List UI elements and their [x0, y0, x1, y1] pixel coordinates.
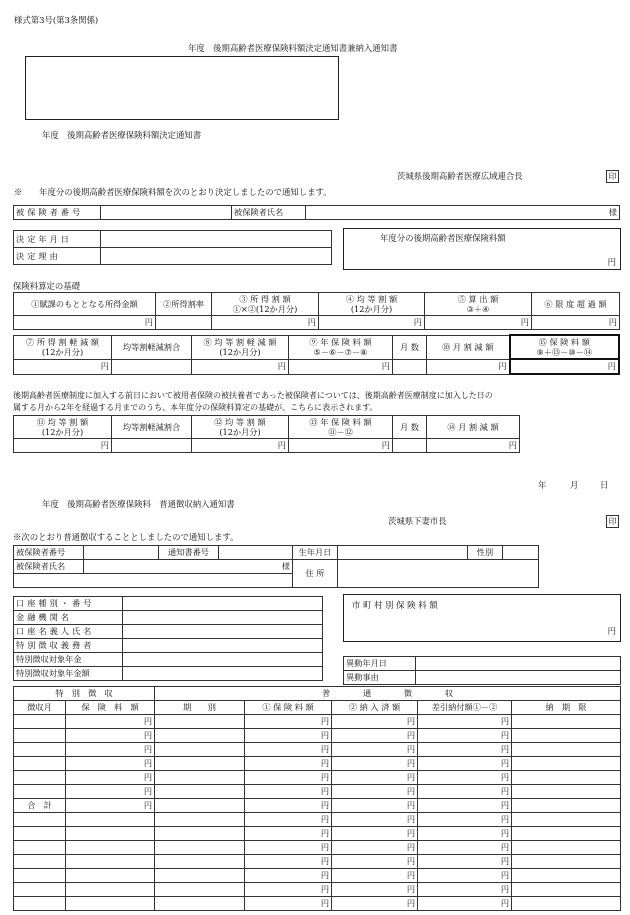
- yen-cell: 円: [332, 729, 418, 743]
- collect-month-cell: [14, 729, 66, 743]
- yen-cell: 円: [66, 785, 155, 799]
- h-premium-amount: ⑮ 保 険 料 額 ⑨＋⑬－⑩－⑭: [510, 335, 620, 359]
- birth-value: [338, 546, 468, 560]
- h-calc-amount: ⑤ 算 出 額 ③＋④: [425, 293, 532, 316]
- collect-month-cell: [14, 715, 66, 729]
- yen-cell: 円: [532, 316, 620, 330]
- yen-cell: 円: [245, 799, 332, 813]
- change-table: [343, 656, 621, 685]
- empty-cell: [14, 574, 293, 588]
- collect-month-cell: [14, 813, 66, 827]
- sama-label: 様: [84, 560, 293, 574]
- empty-cell: [155, 715, 245, 729]
- yen-cell: 円: [332, 743, 418, 757]
- yen-cell: 円: [332, 897, 418, 911]
- empty-cell: [512, 855, 621, 869]
- yen-cell: 円: [332, 813, 418, 827]
- address-value: [338, 560, 539, 588]
- city-amount-title: 市 町 村 別 保 険 料 額: [352, 600, 438, 610]
- address-window: [25, 56, 339, 120]
- h-collect-month: 徴収月: [14, 701, 66, 715]
- empty-cell: [155, 827, 245, 841]
- pay-insured-no-value: [84, 546, 159, 560]
- yen-cell: 円: [245, 743, 332, 757]
- label-change-date: 異動年月日: [344, 657, 416, 671]
- h-dep-reduction-rate: 均等割軽減割合: [112, 416, 192, 439]
- yen-cell: 円: [245, 869, 332, 883]
- yen-cell: 円: [332, 883, 418, 897]
- empty-cell: [512, 715, 621, 729]
- insured-no-value: [101, 206, 232, 220]
- label-address: 住 所: [293, 560, 338, 588]
- label-sex: 性別: [468, 546, 503, 560]
- total-label: 合 計: [14, 799, 66, 813]
- table-row: [14, 743, 621, 757]
- collect-month-cell: [14, 771, 66, 785]
- empty-cell: [156, 316, 212, 330]
- yen-cell: 円: [319, 316, 425, 330]
- yen-cell: 円: [332, 799, 418, 813]
- empty-cell: [66, 883, 155, 897]
- special-collector-value: [123, 639, 323, 653]
- yen-cell: 円: [332, 771, 418, 785]
- sex-value: [503, 546, 539, 560]
- date-year: 年: [538, 480, 547, 490]
- h-flat-levy: ④ 均 等 割 額 (12か月分): [319, 293, 425, 316]
- empty-cell: [66, 855, 155, 869]
- empty-cell: [66, 897, 155, 911]
- yen-cell: 円: [245, 813, 332, 827]
- h-term: 期 別: [155, 701, 245, 715]
- empty-cell: [512, 869, 621, 883]
- table-row: [14, 897, 621, 911]
- h-monthly-reduction: ⑩ 月 割 減 額: [427, 335, 510, 359]
- insured-table: [13, 205, 620, 220]
- empty-cell: [66, 813, 155, 827]
- label-decision-date: 決定年月日: [14, 231, 101, 248]
- empty-cell: [512, 729, 621, 743]
- empty-cell: [393, 439, 427, 453]
- yen-cell: 円: [418, 771, 512, 785]
- yen-cell: 円: [245, 729, 332, 743]
- h-paid: ② 納 入 済 額: [332, 701, 418, 715]
- table-row: [14, 883, 621, 897]
- yen-cell: 円: [66, 715, 155, 729]
- empty-cell: [155, 729, 245, 743]
- table-row: [14, 729, 621, 743]
- h-dep-annual: ⑬ 年 保 険 料 額 ⑪－⑫: [289, 416, 393, 439]
- amount-box-yen: 円: [607, 257, 616, 267]
- empty-cell: [512, 841, 621, 855]
- yen-cell: 円: [245, 757, 332, 771]
- change-reason-value: [416, 671, 621, 685]
- acct-holder-value: [123, 625, 323, 639]
- empty-cell: [155, 771, 245, 785]
- yen-cell: 円: [332, 757, 418, 771]
- empty-cell: [512, 771, 621, 785]
- yen-cell: 円: [427, 359, 510, 374]
- label-decision-reason: 決定理由: [14, 248, 101, 265]
- h-special-collection: 特 別 徴 収: [14, 687, 155, 701]
- yen-cell: 円: [66, 771, 155, 785]
- empty-cell: [512, 785, 621, 799]
- collect-month-cell: [14, 785, 66, 799]
- empty-cell: [155, 869, 245, 883]
- h-income: ①賦課のもととなる所得金額: [14, 293, 156, 316]
- yen-cell: 円: [418, 743, 512, 757]
- collect-month-cell: [14, 869, 66, 883]
- table-row: [14, 855, 621, 869]
- label-notice-no: 通知書番号: [159, 546, 219, 560]
- dependent-note-1: 後期高齢者医療制度に加入する前日において被用者保険の被扶養者であった被保険者については、後期高齢者医療制度に加入した日の: [13, 391, 493, 400]
- empty-cell: [512, 813, 621, 827]
- yen-cell: 円: [66, 757, 155, 771]
- yen-cell: 円: [418, 715, 512, 729]
- bank-value: [123, 611, 323, 625]
- yen-cell: 円: [332, 785, 418, 799]
- city-amount-box: [343, 594, 621, 642]
- yen-cell: 円: [418, 757, 512, 771]
- acct-type-value: [123, 597, 323, 611]
- label-acct-holder: 口座名義人氏名: [14, 625, 123, 639]
- yen-cell: 円: [418, 883, 512, 897]
- collect-month-cell: [14, 743, 66, 757]
- h-flat-reduction: ⑧ 均 等 割 軽 減 額 (12か月分): [192, 335, 289, 359]
- h-flat-reduction-rate: 均等割軽減割合: [112, 335, 192, 359]
- yen-cell: 円: [332, 841, 418, 855]
- empty-cell: [512, 743, 621, 757]
- date-month: 月: [570, 480, 579, 490]
- decision-title: 年度 後期高齢者医療保険料額決定通知書: [42, 130, 202, 140]
- collect-month-cell: [14, 757, 66, 771]
- empty-cell: [155, 897, 245, 911]
- yen-cell: 円: [245, 883, 332, 897]
- label-pension: 特別徴収対象年金: [14, 653, 123, 667]
- decision-date-value: [101, 231, 332, 248]
- yen-cell: 円: [427, 439, 520, 453]
- notice-no-value: [219, 546, 293, 560]
- dependent-note-2: 属する月から2年を経過する月までのうち、本年度分の保険料算定の基礎が、こちらに表示されます。: [13, 403, 378, 412]
- empty-cell: [512, 799, 621, 813]
- form-number: 様式第3号(第3条関係): [14, 15, 99, 25]
- h-dep-flat-levy-2: ⑫ 均 等 割 額 (12か月分): [192, 416, 289, 439]
- dependent-table: [13, 415, 520, 453]
- yen-cell: 円: [418, 785, 512, 799]
- h-due-date: 納 期 限: [512, 701, 621, 715]
- basis-title: 保険料算定の基礎: [13, 281, 80, 291]
- table-row: [14, 841, 621, 855]
- table-row: [14, 869, 621, 883]
- issuer-name: 茨城県後期高齢者医療広域連合長: [397, 171, 523, 181]
- empty-cell: [155, 799, 245, 813]
- empty-cell: [155, 855, 245, 869]
- label-change-reason: 異動事由: [344, 671, 416, 685]
- yen-cell: 円: [332, 855, 418, 869]
- empty-cell: [155, 785, 245, 799]
- h-balance: 差引納付額①－②: [418, 701, 512, 715]
- seal-mark: 印: [606, 170, 619, 183]
- empty-cell: [66, 841, 155, 855]
- yen-cell: 円: [425, 316, 532, 330]
- label-special-collector: 特別徴収義務者: [14, 639, 123, 653]
- collect-month-cell: [14, 841, 66, 855]
- yen-cell: 円: [418, 869, 512, 883]
- empty-cell: [393, 359, 427, 374]
- payment-title: 年度 後期高齢者医療保険料 普通徴収納入通知書: [42, 499, 235, 509]
- empty-cell: [112, 439, 192, 453]
- h-months: 月 数: [393, 335, 427, 359]
- table-row: [14, 715, 621, 729]
- h-dep-months: 月 数: [393, 416, 427, 439]
- amount-box: [343, 228, 621, 270]
- collect-month-cell: [14, 855, 66, 869]
- table-row: [14, 785, 621, 799]
- empty-cell: [66, 827, 155, 841]
- label-insured-name: 被保険者氏名: [232, 206, 306, 220]
- city-amount-yen: 円: [607, 626, 616, 636]
- payment-insured-table: [13, 545, 539, 588]
- yen-cell: 円: [418, 855, 512, 869]
- pension-value: [123, 653, 323, 667]
- h-regular-collection: 普 通 徴 収: [155, 687, 621, 701]
- label-acct-type: 口座種別・番号: [14, 597, 123, 611]
- decision-date-table: [13, 230, 332, 265]
- yen-cell: 円: [14, 439, 112, 453]
- yen-cell: 円: [66, 799, 155, 813]
- empty-cell: [512, 883, 621, 897]
- label-pay-insured-name: 被保険者氏名: [14, 560, 84, 574]
- h-premium: ① 保 険 料 額: [245, 701, 332, 715]
- collect-month-cell: [14, 827, 66, 841]
- empty-cell: [155, 841, 245, 855]
- empty-cell: [155, 813, 245, 827]
- table-row: [14, 771, 621, 785]
- empty-cell: [512, 827, 621, 841]
- label-pay-insured-no: 被保険者番号: [14, 546, 84, 560]
- pension-amount-value: [123, 667, 323, 681]
- yen-cell: 円: [14, 316, 156, 330]
- h-income-rate: ②所得割率: [156, 293, 212, 316]
- yen-cell: 円: [245, 841, 332, 855]
- account-table: [13, 596, 323, 681]
- yen-cell: 円: [245, 827, 332, 841]
- yen-cell: 円: [289, 359, 393, 374]
- date-day: 日: [600, 480, 609, 490]
- h-income-levy: ③ 所 得 割 額 ①×②(12か月分): [212, 293, 319, 316]
- h-dep-flat-levy: ⑪ 均 等 割 額 (12か月分): [14, 416, 112, 439]
- yen-cell: 円: [418, 729, 512, 743]
- yen-cell: 円: [418, 813, 512, 827]
- sama-label: 様: [306, 206, 620, 220]
- h-income-reduction: ⑦ 所 得 割 軽 減 額 (12か月分): [14, 335, 112, 359]
- label-pension-amount: 特別徴収対象年金額: [14, 667, 123, 681]
- empty-cell: [66, 869, 155, 883]
- seal-mark: 印: [606, 515, 619, 528]
- yen-cell: 円: [212, 316, 319, 330]
- label-birth: 生年月日: [293, 546, 338, 560]
- yen-cell: 円: [418, 841, 512, 855]
- yen-cell: 円: [66, 743, 155, 757]
- yen-cell: 円: [192, 359, 289, 374]
- yen-cell: 円: [245, 785, 332, 799]
- table-row: [14, 813, 621, 827]
- table-row: [14, 757, 621, 771]
- premium-yen-cell: 円: [510, 359, 620, 374]
- collection-table: [13, 686, 621, 911]
- form-title: 年度 後期高齢者医療保険料額決定通知書兼納入通知書: [188, 43, 398, 53]
- change-date-value: [416, 657, 621, 671]
- payment-note: ※次のとおり普通徴収することとしましたので通知します。: [13, 532, 239, 542]
- yen-cell: 円: [245, 771, 332, 785]
- decision-reason-value: [101, 248, 332, 265]
- yen-cell: 円: [245, 897, 332, 911]
- collect-month-cell: [14, 883, 66, 897]
- yen-cell: 円: [192, 439, 289, 453]
- yen-cell: 円: [418, 897, 512, 911]
- table-row: [14, 799, 621, 813]
- label-insured-no: 被保険者番号: [14, 206, 101, 220]
- empty-cell: [155, 743, 245, 757]
- empty-cell: [112, 359, 192, 374]
- yen-cell: 円: [332, 869, 418, 883]
- collect-month-cell: [14, 897, 66, 911]
- amount-box-title: 年度分の後期高齢者医療保険料額: [380, 233, 506, 243]
- yen-cell: 円: [418, 799, 512, 813]
- empty-cell: [155, 883, 245, 897]
- table-row: [14, 827, 621, 841]
- empty-cell: [512, 897, 621, 911]
- payment-issuer: 茨城県下妻市長: [388, 516, 447, 526]
- h-excess-amount: ⑥ 限 度 超 過 額: [532, 293, 620, 316]
- label-bank: 金融機関名: [14, 611, 123, 625]
- decision-note: ※ 年度分の後期高齢者医療保険料額を次のとおり決定しましたので通知します。: [14, 187, 332, 197]
- h-annual-premium: ⑨ 年 保 険 料 額 ⑤－⑥－⑦－⑧: [289, 335, 393, 359]
- yen-cell: 円: [66, 729, 155, 743]
- yen-cell: 円: [289, 439, 393, 453]
- yen-cell: 円: [245, 855, 332, 869]
- yen-cell: 円: [418, 827, 512, 841]
- yen-cell: 円: [332, 715, 418, 729]
- h-dep-monthly-reduction: ⑭ 月 割 減 額: [427, 416, 520, 439]
- yen-cell: 円: [14, 359, 112, 374]
- empty-cell: [155, 757, 245, 771]
- basis-table-2: [13, 334, 620, 375]
- empty-cell: [512, 757, 621, 771]
- h-special-premium: 保 険 料 額: [66, 701, 155, 715]
- basis-table-1: [13, 292, 620, 330]
- yen-cell: 円: [245, 715, 332, 729]
- yen-cell: 円: [332, 827, 418, 841]
